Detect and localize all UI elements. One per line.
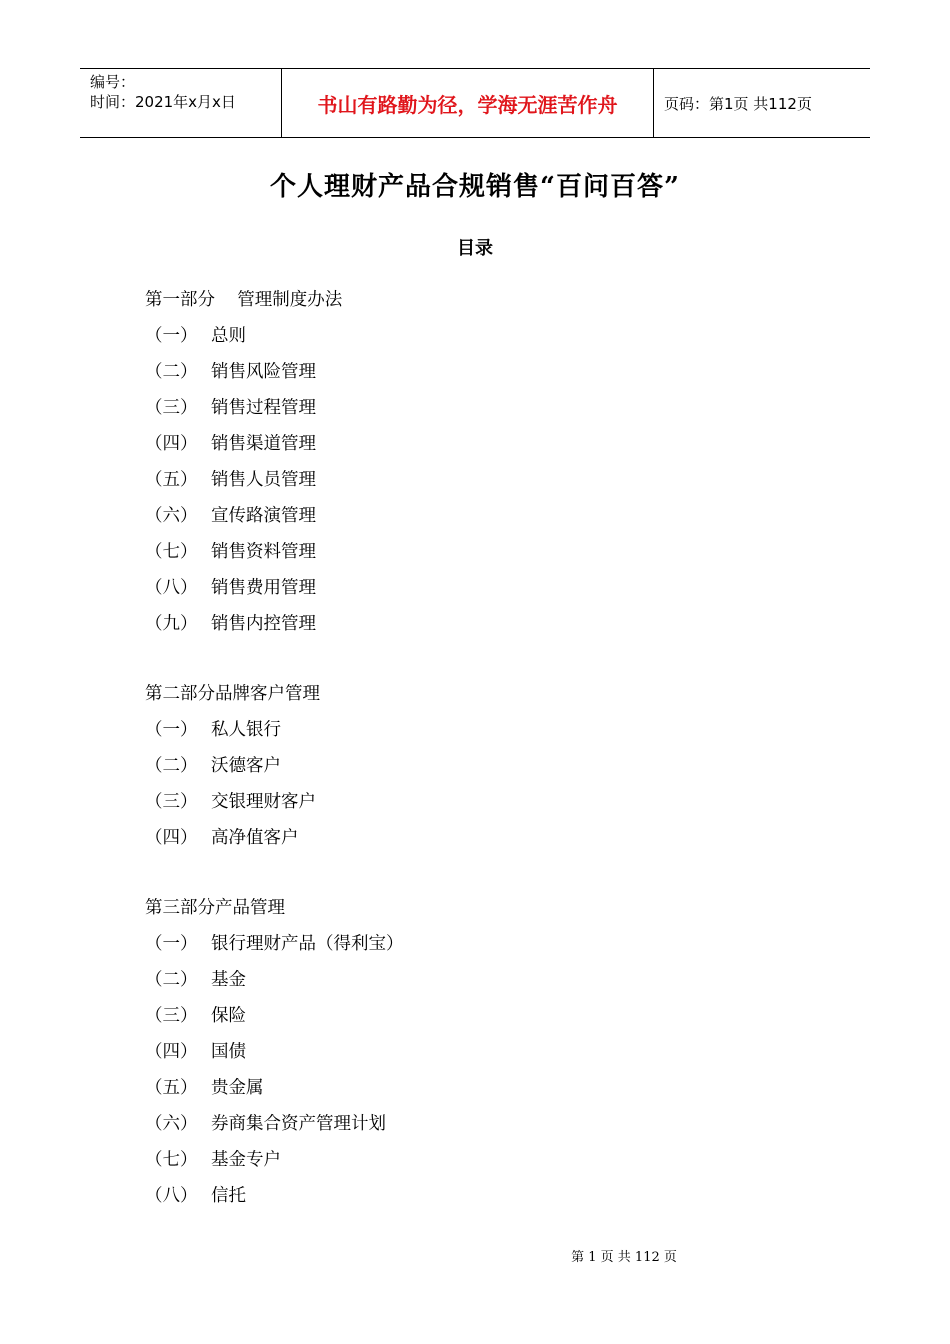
toc-item-number: （九） — [145, 614, 198, 634]
toc-item — [145, 534, 845, 570]
section-spacer — [145, 856, 845, 890]
toc-item-text: 沃德客户 — [211, 756, 281, 776]
toc-item-text: 交银理财客户 — [211, 792, 316, 812]
toc-item-number: （七） — [145, 1150, 198, 1170]
header-page-info: 页码：第1页 共112页 — [664, 94, 812, 113]
toc-item-number: （八） — [145, 1186, 198, 1206]
toc-item-text: 信托 — [211, 1186, 246, 1206]
toc-item — [145, 784, 845, 820]
toc-item — [145, 962, 845, 998]
document-time-label: 时间：2021年x月x日 — [90, 93, 236, 111]
toc-item-text: 销售资料管理 — [211, 542, 316, 562]
toc-item — [145, 570, 845, 606]
toc-item — [145, 926, 845, 962]
toc-item — [145, 1178, 845, 1214]
toc-item — [145, 820, 845, 856]
header-motto: 书山有路勤为径，学海无涯苦作舟 — [317, 92, 618, 117]
toc-item-text: 保险 — [211, 1006, 246, 1026]
toc-item-number: （三） — [145, 792, 198, 812]
toc-item — [145, 1142, 845, 1178]
toc-item-number: （四） — [145, 434, 198, 454]
toc-item — [145, 998, 845, 1034]
header-page-cell — [654, 69, 870, 137]
page-header — [80, 68, 870, 138]
toc-item-text: 私人银行 — [211, 720, 281, 740]
toc-item-number: （五） — [145, 470, 198, 490]
toc-item-number: （五） — [145, 1078, 198, 1098]
header-motto-cell — [282, 69, 654, 137]
toc-item-number: （六） — [145, 506, 198, 526]
section-spacer — [145, 642, 845, 676]
toc-item — [145, 1070, 845, 1106]
toc-item — [145, 748, 845, 784]
toc-item-number: （三） — [145, 398, 198, 418]
toc-item-number: （七） — [145, 542, 198, 562]
toc-part-title: 第二部分品牌客户管理 — [145, 684, 320, 704]
toc-item — [145, 712, 845, 748]
toc-item — [145, 1106, 845, 1142]
toc-item — [145, 354, 845, 390]
toc-item-number: （四） — [145, 828, 198, 848]
toc-item-number: （一） — [145, 934, 198, 954]
toc-part-title: 第一部分 管理制度办法 — [145, 290, 343, 310]
toc-item — [145, 390, 845, 426]
toc-heading: 目录 — [457, 238, 493, 259]
toc-item-text: 银行理财产品（得利宝） — [211, 934, 404, 954]
toc-item — [145, 318, 845, 354]
toc-item — [145, 606, 845, 642]
header-meta — [80, 69, 282, 137]
toc-item-number: （六） — [145, 1114, 198, 1134]
toc-item-number: （一） — [145, 326, 198, 346]
toc-item-text: 宣传路演管理 — [211, 506, 316, 526]
page-footer: 第 1 页 共 112 页 — [571, 1250, 677, 1265]
toc-item-text: 券商集合资产管理计划 — [211, 1114, 386, 1134]
toc-item-text: 国债 — [211, 1042, 246, 1062]
document-title: 个人理财产品合规销售“百问百答” — [270, 172, 680, 202]
toc-item-number: （八） — [145, 578, 198, 598]
toc-item-text: 销售内控管理 — [211, 614, 316, 634]
toc-item — [145, 1034, 845, 1070]
toc-item — [145, 498, 845, 534]
toc-item-text: 贵金属 — [211, 1078, 264, 1098]
toc-item-number: （二） — [145, 970, 198, 990]
toc-item-text: 基金 — [211, 970, 246, 990]
toc-item-number: （一） — [145, 720, 198, 740]
document-code-label: 编号： — [90, 73, 136, 91]
toc-item-number: （四） — [145, 1042, 198, 1062]
toc-item-text: 销售费用管理 — [211, 578, 316, 598]
toc-item-text: 销售过程管理 — [211, 398, 316, 418]
toc-item — [145, 426, 845, 462]
toc-item-number: （三） — [145, 1006, 198, 1026]
toc-item-text: 销售风险管理 — [211, 362, 316, 382]
toc-item — [145, 462, 845, 498]
toc-item-number: （二） — [145, 362, 198, 382]
toc-item-text: 销售渠道管理 — [211, 434, 316, 454]
toc-item-text: 基金专户 — [211, 1150, 281, 1170]
toc-item-text: 高净值客户 — [211, 828, 299, 848]
toc-item-text: 总则 — [211, 326, 246, 346]
toc-part-title: 第三部分产品管理 — [145, 898, 285, 918]
table-of-contents — [145, 282, 845, 1214]
toc-item-number: （二） — [145, 756, 198, 776]
toc-item-text: 销售人员管理 — [211, 470, 316, 490]
